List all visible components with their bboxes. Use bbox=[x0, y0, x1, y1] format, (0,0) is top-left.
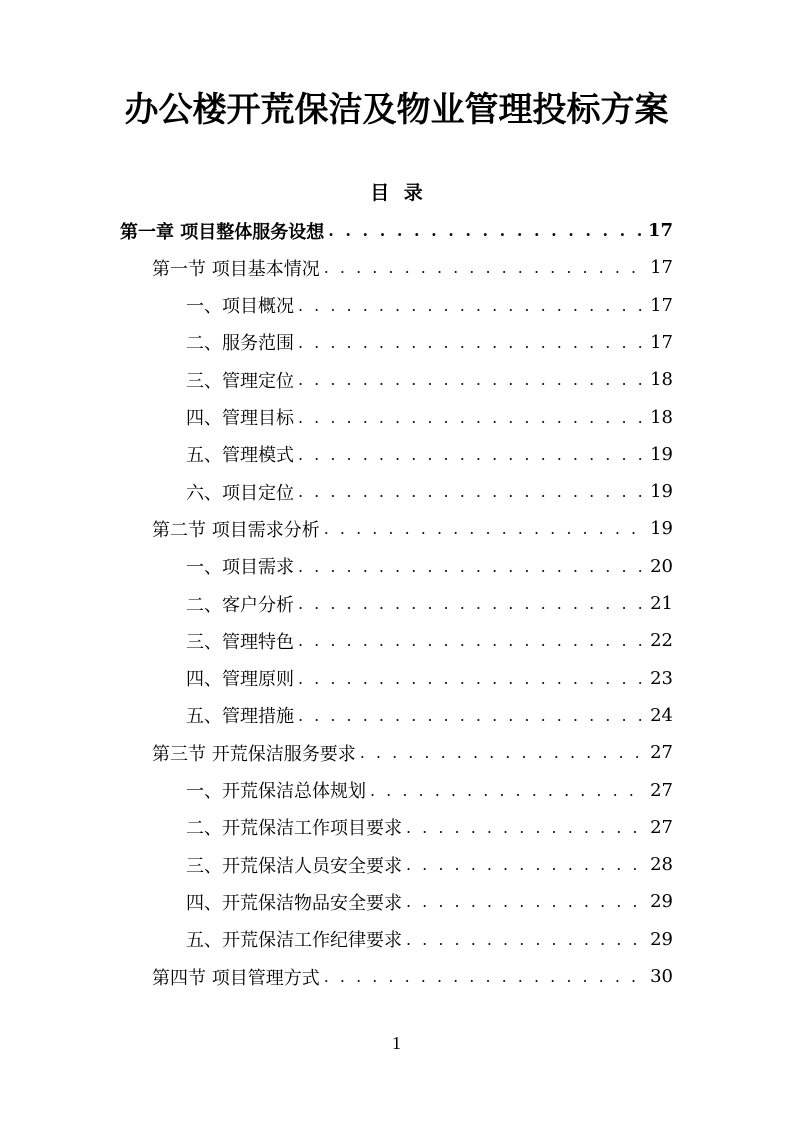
toc-entry[interactable] bbox=[152, 249, 673, 286]
toc-dot-leader bbox=[298, 370, 644, 389]
toc-dot-leader bbox=[298, 706, 644, 725]
toc-entry-label: 四、管理目标 bbox=[186, 408, 294, 429]
toc-entry-page-number: 21 bbox=[650, 593, 673, 614]
toc-dot-leader bbox=[324, 258, 644, 277]
toc-entry-page-number: 23 bbox=[650, 667, 673, 689]
toc-entry-label: 第二节 项目需求分析 bbox=[152, 519, 320, 541]
toc-entry[interactable] bbox=[186, 287, 673, 324]
toc-dot-leader bbox=[298, 631, 644, 650]
toc-dot-leader bbox=[298, 482, 644, 501]
toc-dot-leader bbox=[298, 296, 644, 315]
page-number: 1 bbox=[392, 1033, 401, 1053]
toc-entry-page-number: 17 bbox=[650, 257, 673, 279]
toc-entry-label: 六、项目定位 bbox=[186, 482, 294, 504]
toc-entry[interactable] bbox=[186, 846, 673, 883]
toc-dot-leader bbox=[298, 669, 644, 688]
toc-entry[interactable] bbox=[186, 883, 673, 920]
page-title: 办公楼开荒保洁及物业管理投标方案 bbox=[124, 90, 669, 130]
toc-entry[interactable] bbox=[186, 585, 673, 622]
toc-entry-page-number: 27 bbox=[650, 779, 673, 801]
toc-entry-label: 第一章 项目整体服务设想 bbox=[120, 221, 325, 243]
toc-entry-page-number: 17 bbox=[650, 331, 673, 353]
toc-entry-label: 四、管理原则 bbox=[186, 669, 294, 691]
toc-entry[interactable] bbox=[152, 510, 673, 547]
toc-dot-leader bbox=[406, 892, 644, 911]
toc-entry-page-number: 30 bbox=[650, 966, 673, 987]
toc-entry-page-number: 19 bbox=[650, 518, 673, 540]
toc-entry-label: 二、开荒保洁工作项目要求 bbox=[186, 818, 402, 840]
toc-heading: 目 录 bbox=[370, 182, 423, 204]
toc-entry[interactable] bbox=[186, 361, 673, 398]
toc-entry-page-number: 22 bbox=[650, 630, 673, 652]
toc-dot-leader bbox=[406, 855, 644, 874]
toc-entry[interactable] bbox=[186, 399, 673, 436]
toc-entry-label: 第一节 项目基本情况 bbox=[152, 258, 320, 280]
toc-entry-page-number: 17 bbox=[650, 294, 673, 316]
toc-entry-page-number: 18 bbox=[650, 406, 673, 428]
toc-entry-page-number: 27 bbox=[650, 816, 673, 838]
toc-entry-page-number: 19 bbox=[650, 481, 673, 503]
toc-entry-page-number: 29 bbox=[650, 891, 673, 913]
toc-entry-label: 第三节 开荒保洁服务要求 bbox=[152, 743, 356, 765]
toc-entry[interactable] bbox=[186, 548, 673, 585]
toc-entry-label: 三、开荒保洁人员安全要求 bbox=[186, 855, 402, 877]
toc-entry-label: 三、管理定位 bbox=[186, 370, 294, 392]
toc-dot-leader bbox=[406, 930, 644, 949]
toc-dot-leader bbox=[298, 333, 644, 352]
toc-entry-page-number: 17 bbox=[647, 220, 673, 241]
toc-entry-label: 二、客户分析 bbox=[186, 594, 294, 616]
toc-entry[interactable] bbox=[152, 734, 673, 771]
toc-entry-label: 一、项目概况 bbox=[186, 296, 294, 318]
toc-entry[interactable] bbox=[186, 660, 673, 697]
toc-entry-label: 五、开荒保洁工作纪律要求 bbox=[186, 930, 402, 952]
toc-entry-page-number: 19 bbox=[650, 443, 673, 465]
toc-entry-label: 二、服务范围 bbox=[186, 333, 294, 355]
toc-entry[interactable] bbox=[186, 324, 673, 361]
toc-entry[interactable] bbox=[186, 622, 673, 659]
toc-entry-page-number: 29 bbox=[650, 928, 673, 950]
toc-entry[interactable] bbox=[186, 772, 673, 809]
toc-dot-leader bbox=[328, 221, 642, 240]
toc-entry-page-number: 18 bbox=[650, 369, 673, 391]
toc-entry-label: 一、项目需求 bbox=[186, 557, 294, 579]
toc-entry-label: 五、管理措施 bbox=[186, 706, 294, 728]
toc-dot-leader bbox=[298, 594, 644, 613]
toc-dot-leader bbox=[298, 445, 644, 464]
toc-entry-page-number: 20 bbox=[650, 555, 673, 577]
toc-dot-leader bbox=[324, 519, 644, 538]
toc-entry-label: 第四节 项目管理方式 bbox=[152, 967, 320, 989]
toc-entry[interactable] bbox=[152, 958, 673, 995]
toc-dot-leader bbox=[370, 781, 644, 800]
toc-entry-page-number: 24 bbox=[650, 704, 673, 726]
toc-entry[interactable] bbox=[186, 473, 673, 510]
toc-dot-leader bbox=[360, 743, 644, 762]
toc-entry[interactable] bbox=[186, 697, 673, 734]
toc-entry[interactable] bbox=[120, 212, 673, 249]
toc-dot-leader bbox=[406, 818, 644, 837]
toc-entry[interactable] bbox=[186, 809, 673, 846]
toc-dot-leader bbox=[298, 557, 644, 576]
toc-entry-page-number: 27 bbox=[650, 742, 673, 764]
toc-entry-label: 一、开荒保洁总体规划 bbox=[186, 781, 366, 802]
toc-entry-page-number: 28 bbox=[650, 854, 673, 876]
toc-dot-leader bbox=[324, 967, 644, 986]
toc-entry-label: 四、开荒保洁物品安全要求 bbox=[186, 892, 402, 914]
toc-entry[interactable] bbox=[186, 921, 673, 958]
toc-entry-label: 三、管理特色 bbox=[186, 631, 294, 653]
toc-entry[interactable] bbox=[186, 436, 673, 473]
toc-dot-leader bbox=[298, 408, 644, 427]
toc-entry-label: 五、管理模式 bbox=[186, 445, 294, 467]
